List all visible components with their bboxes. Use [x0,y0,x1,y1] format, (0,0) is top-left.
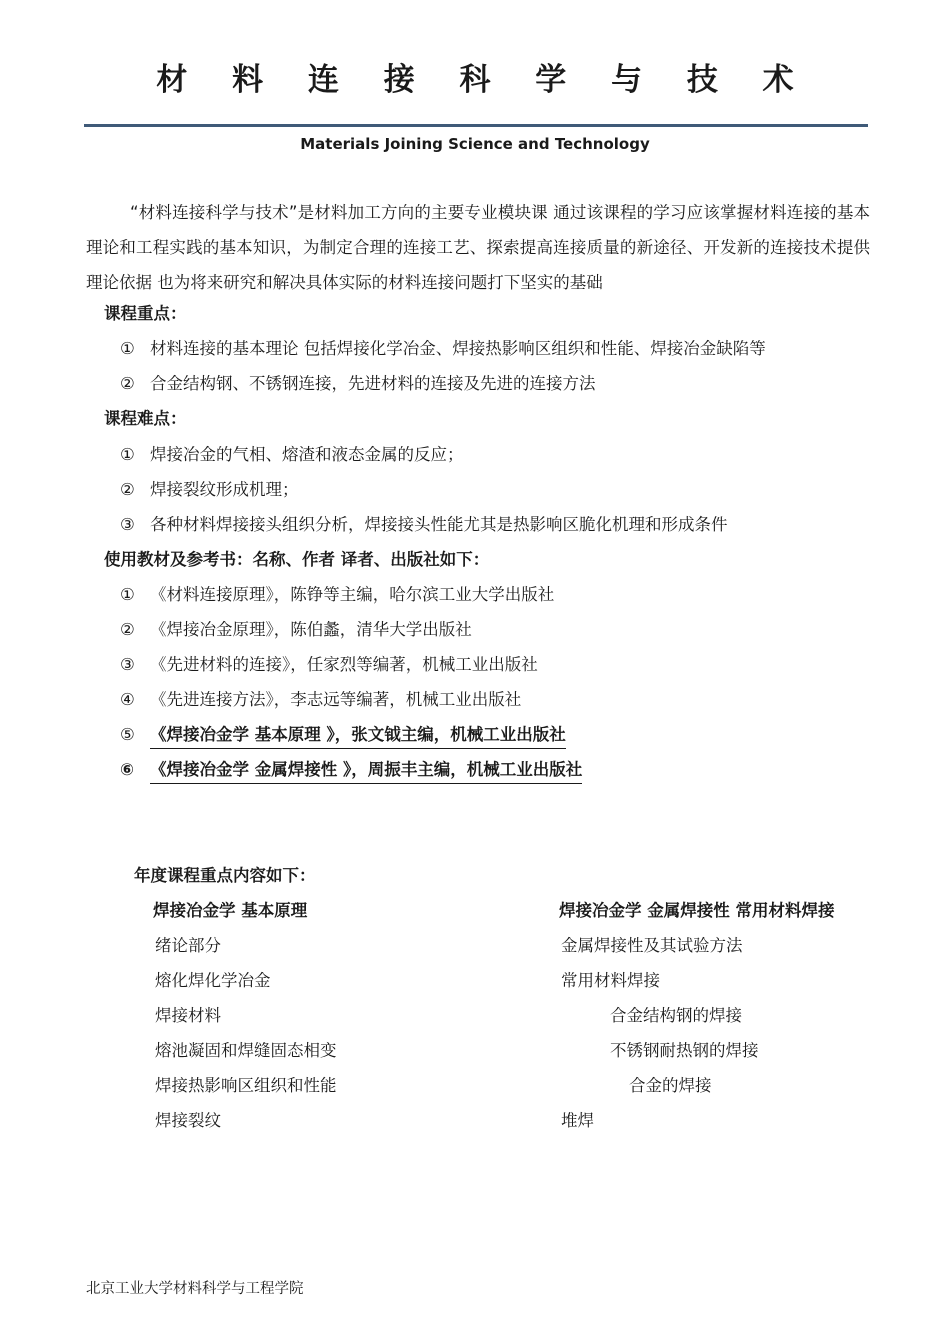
left-column-item: 焊接热影响区组织和性能 [155,1076,337,1095]
item-number: ② [120,620,135,639]
right-column-title: 焊接冶金学 金属焊接性 常用材料焊接 [559,901,835,920]
right-column-item: 金属焊接性及其试验方法 [561,936,743,955]
textbook-item [120,619,472,641]
item-number: ① [120,339,135,358]
item-number: ② [120,374,135,393]
item-text: 各种材料焊接接头组织分析，焊接接头性能尤其是热影响区脆化机理和形成条件 [150,515,728,534]
item-number: ① [120,585,135,604]
left-column-item: 熔化焊化学冶金 [155,971,271,990]
difficulty-item [120,514,728,536]
item-number: ③ [120,655,135,674]
textbook-item [120,724,566,746]
textbook-item [120,759,582,781]
item-number: ⑤ [120,725,135,744]
textbook-item [120,654,538,676]
difficulty-item [120,479,299,501]
difficulty-item [120,444,464,466]
item-text: 《焊接冶金原理》，陈伯蠡，清华大学出版社 [150,620,472,639]
item-text: 焊接冶金的气相、熔渣和液态金属的反应； [150,445,464,464]
item-text: 焊接裂纹形成机理； [150,480,299,499]
item-number: ③ [120,515,135,534]
title-divider [84,124,868,127]
left-column-item: 绪论部分 [155,936,221,955]
footer-institution: 北京工业大学材料科学与工程学院 [86,1281,304,1297]
intro-paragraph: “材料连接科学与技术”是材料加工方向的主要专业模块课 通过该课程的学习应该掌握材料连接的基本理论和工程实践的基本知识，为制定合理的连接工艺、探索提高连接质量的新途径、开发新的连接技术提供理论依据 也为将来研究和解决具体实际的材料连接问题打下坚实的基础 [86,203,870,292]
item-text: 《先进材料的连接》，任家烈等编著，机械工业出版社 [150,655,538,674]
textbook-item [120,689,521,711]
textbooks-heading: 使用教材及参考书：名称、作者 译者、出版社如下： [104,550,490,569]
page-subtitle: Materials Joining Science and Technology [300,135,650,153]
textbook-item [120,584,554,606]
right-column-subitem: 不锈钢耐热钢的焊接 [610,1041,759,1060]
item-text: 《先进连接方法》，李志远等编著，机械工业出版社 [150,690,522,709]
right-column-item: 堆焊 [561,1111,594,1130]
annual-heading: 年度课程重点内容如下： [134,866,316,885]
item-text: 合金结构钢、不锈钢连接，先进材料的连接及先进的连接方法 [150,374,596,393]
item-number: ① [120,445,135,464]
left-column-item: 焊接裂纹 [155,1111,221,1130]
left-column-item: 焊接材料 [155,1006,221,1025]
page-title: 材 料 连 接 科 学 与 技 术 [156,62,811,98]
difficulties-heading: 课程难点： [104,409,187,428]
item-number: ② [120,480,135,499]
right-column-item: 常用材料焊接 [561,971,660,990]
item-text: 《材料连接原理》，陈铮等主编，哈尔滨工业大学出版社 [150,585,555,604]
item-number: ④ [120,690,135,709]
left-column-item: 熔池凝固和焊缝固态相变 [155,1041,337,1060]
key-points-heading: 课程重点： [104,304,187,323]
item-text: 《焊接冶金学 金属焊接性 》，周振丰主编，机械工业出版社 [150,760,582,784]
key-point-item [120,338,766,360]
right-column-subitem: 合金的焊接 [629,1076,712,1095]
key-point-item [120,373,596,395]
item-text: 《焊接冶金学 基本原理 》，张文钺主编，机械工业出版社 [150,725,566,749]
left-column-title: 焊接冶金学 基本原理 [153,901,308,920]
item-number: ⑥ [120,760,134,779]
item-text: 材料连接的基本理论 包括焊接化学冶金、焊接热影响区组织和性能、焊接冶金缺陷等 [150,339,766,358]
right-column-subitem: 合金结构钢的焊接 [610,1006,742,1025]
